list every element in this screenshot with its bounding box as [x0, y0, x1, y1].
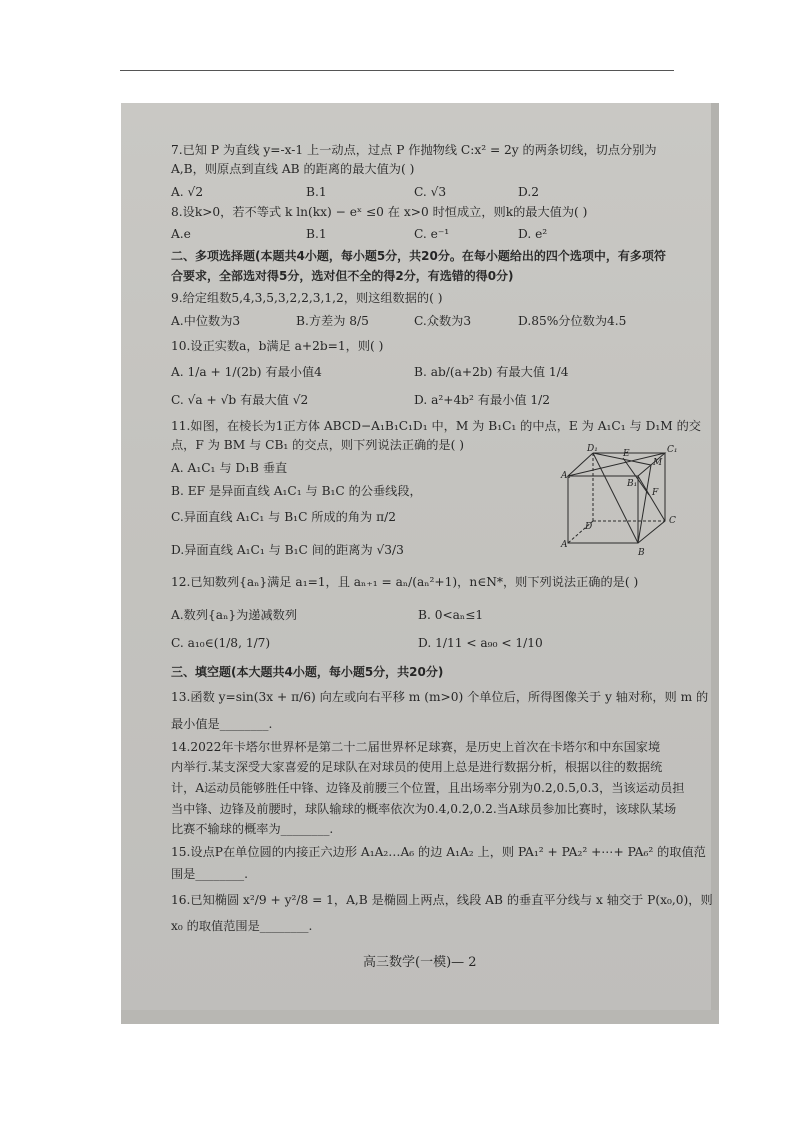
q9-option-b: B.方差为 8/5 [296, 314, 369, 328]
q7-option-b: B.1 [306, 185, 327, 199]
section2-heading-line1: 二、多项选择题(本题共4小题，每小题5分，共20分。在每小题给出的四个选项中，有多项符 [171, 249, 666, 263]
q14-line2: 内举行.某支深受大家喜爱的足球队在对球员的使用上总是进行数据分析，根据以往的数据统 [171, 760, 663, 774]
label-c: C [669, 516, 676, 526]
top-rule [120, 70, 674, 71]
q10-option-c: C. √a + √b 有最大值 √2 [171, 393, 309, 407]
q14-line1: 14.2022年卡塔尔世界杯是第二十二届世界杯足球赛，是历史上首次在卡塔尔和中东国家境 [171, 740, 661, 754]
q14-line3: 计，A运动员能够胜任中锋、边锋及前腰三个位置，且出场率分别为0.2,0.5,0.3，当该运动员担 [171, 781, 685, 795]
q7-line2: A,B，则原点到直线 AB 的距离的最大值为( ) [171, 162, 415, 176]
q12-option-b: B. 0<aₙ≤1 [418, 608, 484, 622]
q11-option-c: C.异面直线 A₁C₁ 与 B₁C 所成的角为 π/2 [171, 510, 396, 524]
q10-option-d: D. a²+4b² 有最小值 1/2 [414, 393, 551, 407]
q12-line: 12.已知数列{aₙ}满足 a₁=1，且 aₙ₊₁ = aₙ/(aₙ²+1)，n∈N*，则下列说法正确的是( ) [171, 575, 639, 589]
section3-heading: 三、填空题(本大题共4小题，每小题5分，共20分) [171, 665, 444, 679]
q12-option-c: C. a₁₀∈(1/8, 1/7) [171, 636, 271, 650]
q16-line1: 16.已知椭圆 x²/9 + y²/8 = 1，A,B 是椭圆上两点，线段 AB 的垂直平分线与 x 轴交于 P(x₀,0)，则 [171, 893, 713, 907]
q11-option-d: D.异面直线 A₁C₁ 与 B₁C 间的距离为 √3/3 [171, 543, 404, 557]
label-e: E [623, 449, 630, 459]
q11-option-a: A. A₁C₁ 与 D₁B 垂直 [171, 461, 288, 475]
label-f: F [652, 488, 659, 498]
q11-line2: 点，F 为 BM 与 CB₁ 的交点，则下列说法正确的是( ) [171, 438, 464, 452]
q13-line2: 最小值是________. [171, 717, 273, 731]
cube-figure [563, 443, 695, 563]
label-b: B [638, 548, 645, 558]
q9-option-c: C.众数为3 [414, 314, 472, 328]
label-c1: C₁ [667, 445, 678, 455]
cube-edges [568, 453, 665, 543]
q14-line4: 当中锋、边锋及前腰时，球队输球的概率依次为0.4,0.2,0.2.当A球员参加比赛时，该球队某场 [171, 802, 677, 816]
label-b1: B₁ [627, 479, 638, 489]
section2-heading-line2: 合要求，全部选对得5分，选对但不全的得2分，有选错的得0分) [171, 269, 514, 283]
q10-option-a: A. 1/a + 1/(2b) 有最小值4 [171, 365, 322, 379]
q9-option-a: A.中位数为3 [171, 314, 241, 328]
q7-option-d: D.2 [518, 185, 539, 199]
sheet-bottom-edge [121, 1010, 719, 1024]
label-m: M [653, 458, 663, 468]
diagonal-d1b [593, 453, 638, 543]
q12-option-d: D. 1/11 < a₉₀ < 1/10 [418, 636, 543, 650]
q11-option-b: B. EF 是异面直线 A₁C₁ 与 B₁C 的公垂线段， [171, 484, 422, 498]
q9-option-d: D.85%分位数为4.5 [518, 314, 627, 328]
label-a1: A₁ [561, 471, 572, 481]
page-footer: 高三数学(一模)— 2 [363, 955, 477, 970]
q7-option-a: A. √2 [171, 185, 204, 199]
q8-option-c: C. e⁻¹ [414, 227, 450, 241]
q11-line1: 11.如图，在棱长为1正方体 ABCD−A₁B₁C₁D₁ 中，M 为 B₁C₁ 的中点，E 为 A₁C₁ 与 D₁M 的交 [171, 419, 701, 433]
q15-line2: 围是________. [171, 867, 248, 881]
label-d1: D₁ [587, 444, 598, 454]
label-d: D [585, 522, 593, 532]
q8-option-b: B.1 [306, 227, 327, 241]
q10-option-b: B. ab/(a+2b) 有最大值 1/4 [414, 365, 569, 379]
q16-line2: x₀ 的取值范围是________. [171, 919, 313, 933]
q8-line: 8.设k>0，若不等式 k ln(kx) − eˣ ≤0 在 x>0 时恒成立，则k的最大值为( ) [171, 205, 588, 219]
q9-line: 9.给定组数5,4,3,5,3,2,2,3,1,2，则这组数据的( ) [171, 291, 443, 305]
label-a: A [561, 540, 568, 550]
q8-option-a: A.e [171, 227, 191, 241]
segment-b1c [638, 476, 665, 521]
q13-line1: 13.函数 y=sin(3x + π/6) 向左或向右平移 m (m>0) 个单位后，所得图像关于 y 轴对称，则 m 的 [171, 690, 709, 704]
q14-line5: 比赛不输球的概率为________. [171, 822, 334, 836]
sheet-edge [711, 103, 719, 1024]
exam-sheet [121, 103, 719, 1024]
q7-option-c: C. √3 [414, 185, 447, 199]
q7-line1: 7.已知 P 为直线 y=-x-1 上一动点，过点 P 作抛物线 C:x² = 2y 的两条切线，切点分别为 [171, 143, 657, 157]
q8-option-d: D. e² [518, 227, 548, 241]
q10-line: 10.设正实数a，b满足 a+2b=1，则( ) [171, 339, 384, 353]
q15-line1: 15.设点P在单位圆的内接正六边形 A₁A₂…A₆ 的边 A₁A₂ 上，则 PA₁² + PA₂² +⋯+ PA₆² 的取值范 [171, 845, 706, 859]
q12-option-a: A.数列{aₙ}为递减数列 [171, 608, 298, 622]
segment-bm [638, 465, 651, 543]
